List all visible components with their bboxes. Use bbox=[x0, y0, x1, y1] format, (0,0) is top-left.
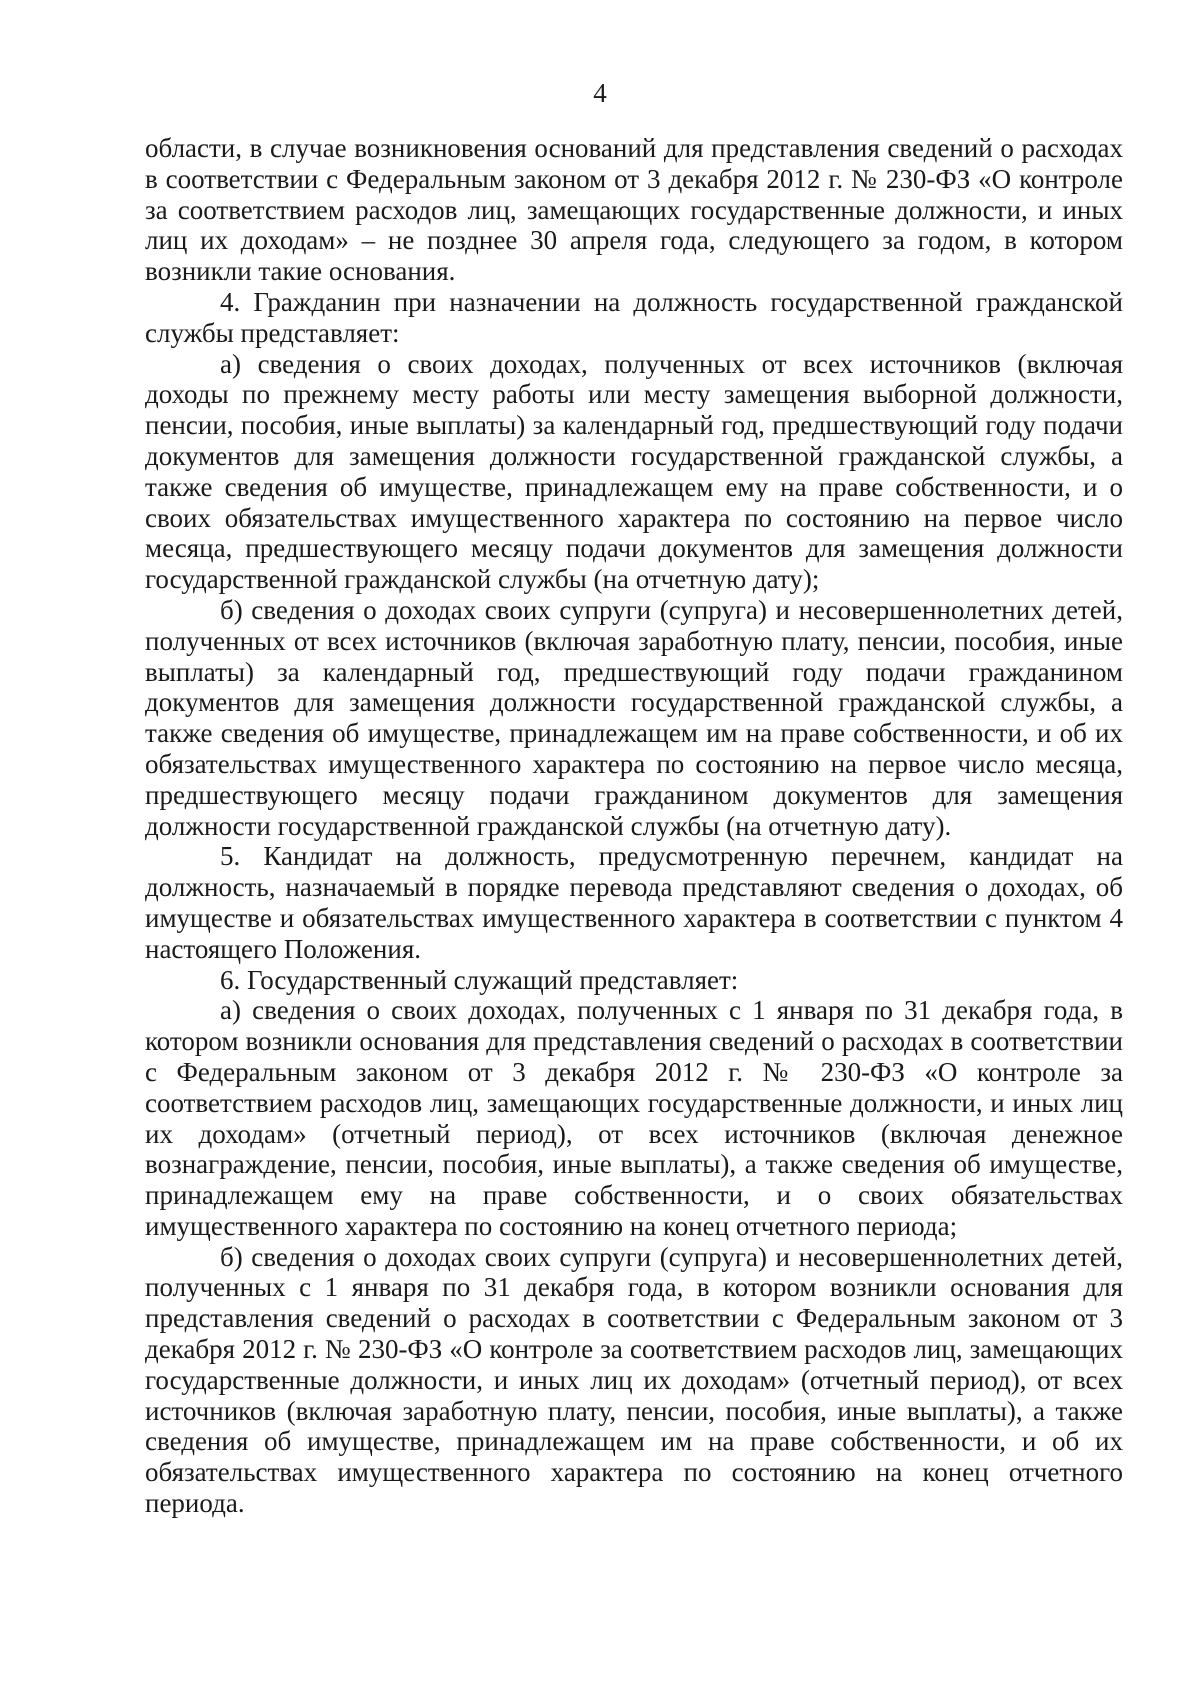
paragraph-continuation: области, в случае возникновения оснований для представления сведений о расходах в соответствии с Федеральным законом от 3 декабря 2012 г. № 230-ФЗ «О контроле за соответствием расходов лиц, замещающих государственные должности, и иных лиц их доходам» – не позднее 30 апреля года, следующего за годом, в котором возникли такие основания. bbox=[145, 133, 1123, 287]
paragraph-item-4b: б) сведения о доходах своих супруги (супруга) и несовершеннолетних детей, полученных от всех источников (включая заработную плату, пенсии, пособия, иные выплаты) за календарный год, предшествующий году подачи гражданином документов для замещения должности государственной гражданской службы, а также сведения об имуществе, принадлежащем им на праве собственности, и об их обязательствах имущественного характера по состоянию на первое число месяца, предшествующего месяцу подачи гражданином документов для замещения должности государственной гражданской службы (на отчетную дату). bbox=[145, 594, 1123, 841]
paragraph-item-5: 5. Кандидат на должность, предусмотренную перечнем, кандидат на должность, назначаемый в порядке перевода представляют сведения о доходах, об имуществе и обязательствах имущественного характера в соответствии с пунктом 4 настоящего Положения. bbox=[145, 841, 1123, 964]
paragraph-item-6: 6. Государственный служащий представляет: bbox=[220, 964, 739, 995]
paragraph-item-6b: б) сведения о доходах своих супруги (супруга) и несовершеннолетних детей, полученных с 1 января по 31 декабря года, в котором возникли основания для представления сведений о расходах в соответствии с Федеральным законом от 3 декабря 2012 г. № 230-ФЗ «О контроле за соответствием расходов лиц, замещающих государственные должности, и иных лиц их доходам» (отчетный период), от всех источников (включая заработную плату, пенсии, пособия, иные выплаты), а также сведения об имуществе, принадлежащем им на праве собственности, и об их обязательствах имущественного характера по состоянию на конец отчетного периода. bbox=[145, 1241, 1123, 1519]
paragraph-item-4a: а) сведения о своих доходах, полученных от всех источников (включая доходы по прежнему месту работы или месту замещения выборной должности, пенсии, пособия, иные выплаты) за календарный год, предшествующий году подачи документов для замещения должности государственной гражданской службы, а также сведения об имуществе, принадлежащем ему на праве собственности, и о своих обязательствах имущественного характера по состоянию на первое число месяца, предшествующего месяцу подачи документов для замещения должности государственной гражданской службы (на отчетную дату); bbox=[145, 348, 1123, 595]
document-body bbox=[145, 133, 1123, 1519]
paragraph-item-6a: а) сведения о своих доходах, полученных с 1 января по 31 декабря года, в котором возникли основания для представления сведений о расходах в соответствии с Федеральным законом от 3 декабря 2012 г. № 230-ФЗ «О контроле за соответствием расходов лиц, замещающих государственные должности, и иных лиц их доходам» (отчетный период), от всех источников (включая денежное вознаграждение, пенсии, пособия, иные выплаты), а также сведения об имуществе, принадлежащем ему на праве собственности, и о своих обязательствах имущественного характера по состоянию на конец отчетного периода; bbox=[145, 995, 1123, 1241]
page-number: 4 bbox=[593, 78, 607, 108]
paragraph-item-4: 4. Гражданин при назначении на должность государственной гражданской службы представляет: bbox=[145, 286, 1123, 348]
